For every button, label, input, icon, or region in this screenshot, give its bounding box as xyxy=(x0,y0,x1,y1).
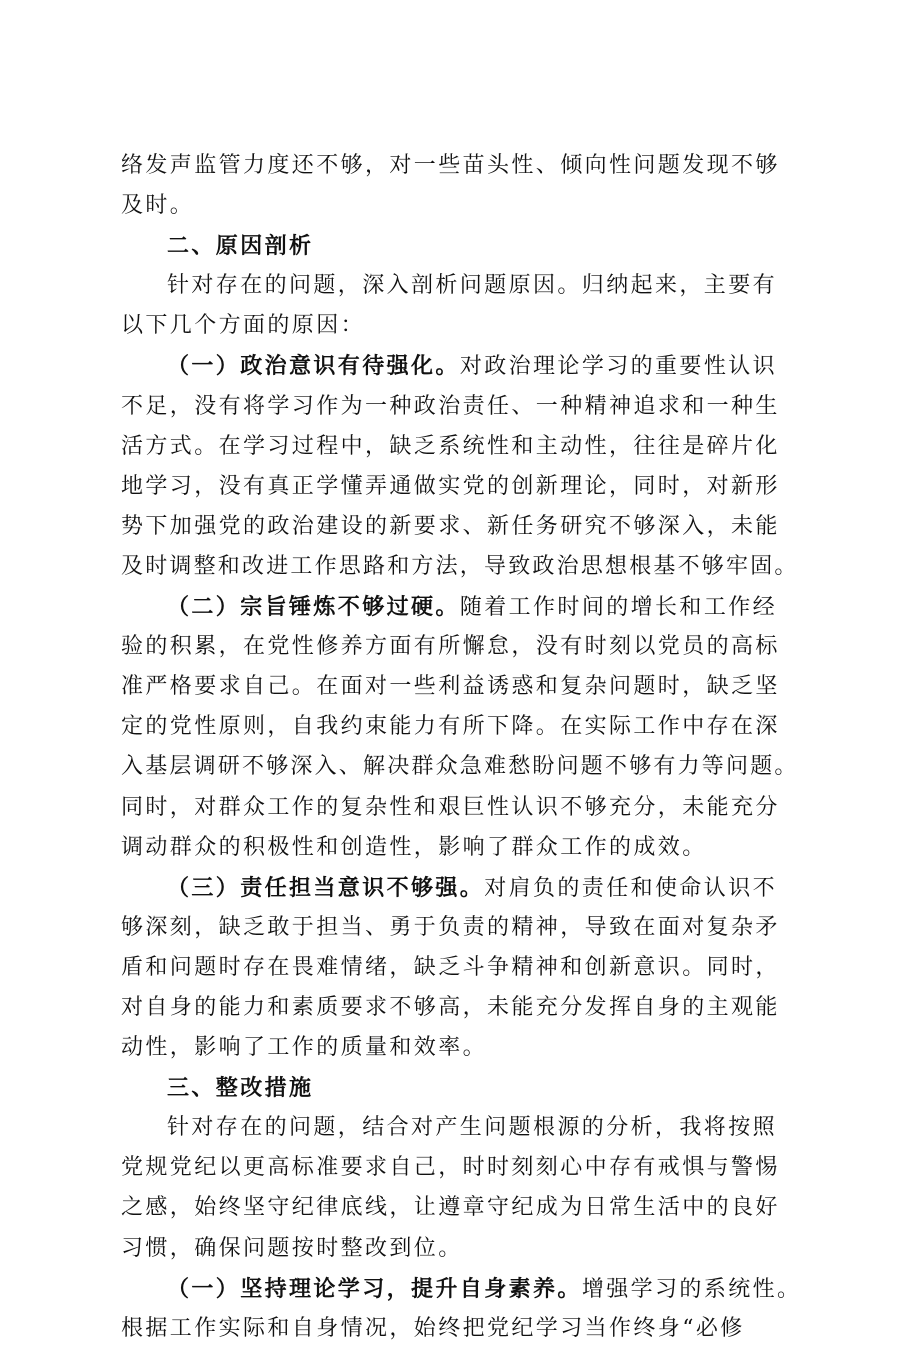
line-text: 动性，影响了工作的质量和效率。 xyxy=(121,1035,488,1061)
line-text: 入基层调研不够深入、解决群众急难愁盼问题不够有力等问题。 xyxy=(121,754,799,780)
subsection-title: （三）责任担当意识不够强。 xyxy=(167,874,485,901)
line-text: 络发声监管力度还不够，对一些苗头性、倾向性问题发现不够 xyxy=(121,153,780,178)
line-text: 及时。 xyxy=(121,193,195,219)
body-line xyxy=(121,908,801,948)
line-text: 活方式。在学习过程中，缺乏系统性和主动性，往往是碎片化 xyxy=(121,433,780,459)
body-line xyxy=(121,1148,801,1188)
body-line xyxy=(121,747,801,787)
line-text: 针对存在的问题，结合对产生问题根源的分析，我将按照 xyxy=(167,1115,778,1141)
subsection-line xyxy=(121,1269,801,1309)
body-line xyxy=(121,1229,801,1269)
line-text: 对自身的能力和素质要求不够高，未能充分发挥自身的主观能 xyxy=(121,994,780,1020)
line-text: 以下几个方面的原因： xyxy=(121,313,366,339)
body-line xyxy=(121,828,801,868)
subsection-title: （一）坚持理论学习，提升自身素养。 xyxy=(167,1275,582,1302)
body-line xyxy=(121,146,801,186)
body-line xyxy=(121,387,801,427)
line-text: 根据工作实际和自身情况，始终把党纪学习当作终身“必修 xyxy=(121,1315,745,1341)
body-line xyxy=(121,948,801,988)
body-line xyxy=(121,266,801,306)
line-text: 增强学习的系统性。 xyxy=(581,1276,802,1302)
line-text: 对政治理论学习的重要性认识 xyxy=(459,354,778,380)
line-text: 党规党纪以更高标准要求自己，时时刻刻心中存有戒惧与警惕 xyxy=(121,1155,780,1181)
body-line xyxy=(121,547,801,587)
heading-text: 三、整改措施 xyxy=(167,1075,314,1102)
section-heading xyxy=(121,1068,801,1108)
line-text: 针对存在的问题，深入剖析问题原因。归纳起来，主要有 xyxy=(167,273,778,299)
body-line xyxy=(121,667,801,707)
subsection-line xyxy=(121,868,801,908)
line-text: 随着工作时间的增长和工作经 xyxy=(459,595,778,621)
body-line xyxy=(121,507,801,547)
document-body xyxy=(121,146,801,1349)
body-line xyxy=(121,707,801,747)
body-line xyxy=(121,1028,801,1068)
heading-text: 二、原因剖析 xyxy=(167,233,314,260)
line-text: 地学习，没有真正学懂弄通做实党的创新理论，同时，对新形 xyxy=(121,473,780,499)
body-line xyxy=(121,988,801,1028)
subsection-title: （一）政治意识有待强化。 xyxy=(167,353,460,380)
line-text: 准严格要求自己。在面对一些利益诱惑和复杂问题时，缺乏坚 xyxy=(121,674,780,700)
body-line xyxy=(121,186,801,226)
line-text: 调动群众的积极性和创造性，影响了群众工作的成效。 xyxy=(121,834,707,860)
line-text: 同时，对群众工作的复杂性和艰巨性认识不够充分，未能充分 xyxy=(121,794,780,820)
body-line xyxy=(121,1108,801,1148)
body-line xyxy=(121,467,801,507)
body-line xyxy=(121,1309,801,1349)
line-text: 对肩负的责任和使命认识不 xyxy=(484,875,778,901)
body-line xyxy=(121,1188,801,1228)
section-heading xyxy=(121,226,801,266)
subsection-line xyxy=(121,587,801,627)
line-text: 验的积累，在党性修养方面有所懈怠，没有时刻以党员的高标 xyxy=(121,634,780,660)
line-text: 定的党性原则，自我约束能力有所下降。在实际工作中存在深 xyxy=(121,714,780,740)
line-text: 盾和问题时存在畏难情绪，缺乏斗争精神和创新意识。同时， xyxy=(121,954,780,980)
body-line xyxy=(121,427,801,467)
subsection-title: （二）宗旨锤炼不够过硬。 xyxy=(167,594,460,621)
subsection-line xyxy=(121,346,801,386)
body-line xyxy=(121,788,801,828)
body-line xyxy=(121,627,801,667)
line-text: 之感，始终坚守纪律底线，让遵章守纪成为日常生活中的良好 xyxy=(121,1195,780,1221)
line-text: 不足，没有将学习作为一种政治责任、一种精神追求和一种生 xyxy=(121,393,780,419)
body-line xyxy=(121,306,801,346)
line-text: 及时调整和改进工作思路和方法，导致政治思想根基不够牢固。 xyxy=(121,553,799,579)
line-text: 够深刻，缺乏敢于担当、勇于负责的精神，导致在面对复杂矛 xyxy=(121,914,780,940)
line-text: 习惯，确保问题按时整改到位。 xyxy=(121,1235,463,1261)
line-text: 势下加强党的政治建设的新要求、新任务研究不够深入，未能 xyxy=(121,513,780,539)
